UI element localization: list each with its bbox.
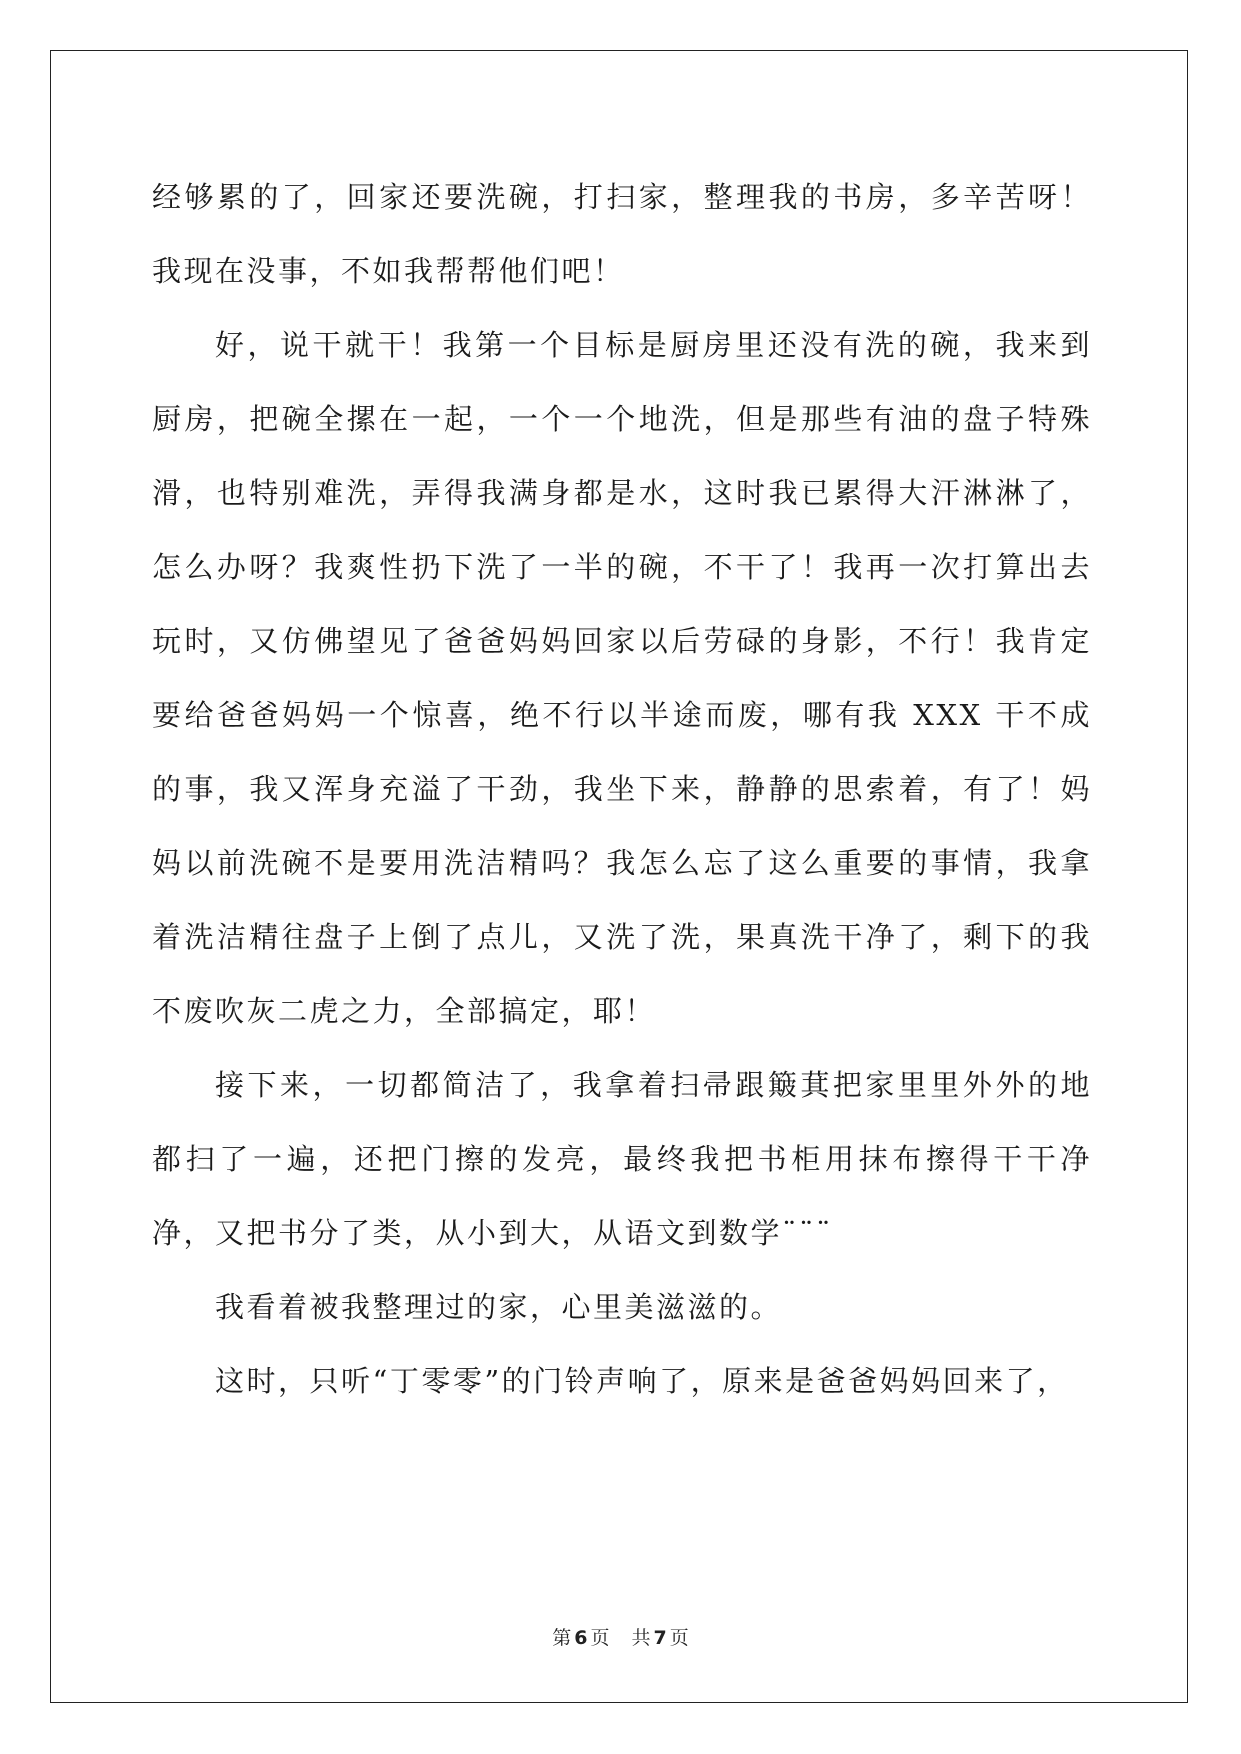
document-body (152, 160, 1092, 1418)
footer-page-suffix: 页 (590, 1627, 610, 1649)
footer-total-prefix: 共 (631, 1627, 651, 1649)
footer-prefix: 第 (552, 1627, 572, 1649)
paragraph-4: 我看着被我整理过的家，心里美滋滋的。 (215, 1290, 783, 1324)
page-footer (0, 1623, 1241, 1650)
paragraph-1: 经够累的了，回家还要洗碗，打扫家，整理我的书房，多辛苦呀！我现在没事，不如我帮帮他们吧！ (152, 180, 1092, 288)
current-page-number: 6 (574, 1627, 588, 1649)
footer-total-suffix: 页 (669, 1627, 689, 1649)
paragraph-2: 好，说干就干！我第一个目标是厨房里还没有洗的碗，我来到厨房，把碗全摞在一起，一个一个地洗，但是那些有油的盘子特殊滑，也特别难洗，弄得我满身都是水，这时我已累得大汗淋淋了，怎么办呀？我爽性扔下洗了一半的碗，不干了！我再一次打算出去玩时，又仿佛望见了爸爸妈妈回家以后劳碌的身影，不行！我肯定要给爸爸妈妈一个惊喜，绝不行以半途而废，哪有我 XXX 干不成的事，我又浑身充溢了干劲，我坐下来，静静的思索着，有了！妈妈以前洗碗不是要用洗洁精吗？我怎么忘了这么重要的事情，我拿着洗洁精往盘子上倒了点儿，又洗了洗，果真洗干净了，剩下的我不废吹灰二虎之力，全部搞定，耶！ (152, 328, 1092, 1028)
paragraph-5: 这时，只听“丁零零”的门铃声响了，原来是爸爸妈妈回来了， (215, 1364, 1069, 1398)
paragraph-3: 接下来，一切都简洁了，我拿着扫帚跟簸萁把家里里外外的地都扫了一遍，还把门擦的发亮，最终我把书柜用抹布擦得干干净净，又把书分了类，从小到大，从语文到数学¨¨¨ (152, 1068, 1092, 1250)
total-pages-number: 7 (653, 1627, 667, 1649)
